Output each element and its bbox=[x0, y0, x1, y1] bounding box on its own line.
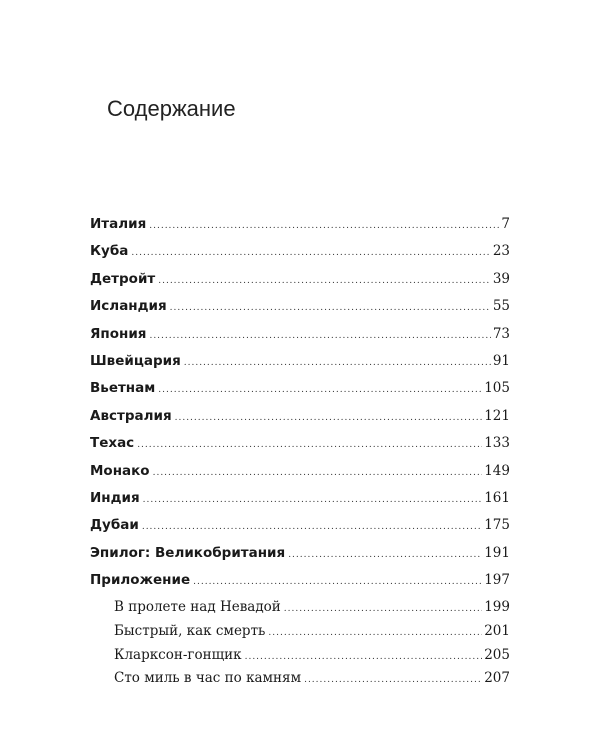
dot-leader bbox=[131, 245, 490, 261]
toc-entry-label: Япония bbox=[90, 325, 147, 342]
toc-entry-label: Вьетнам bbox=[90, 380, 156, 397]
toc-page-number: 161 bbox=[484, 489, 510, 506]
toc-page-number: 205 bbox=[484, 646, 510, 663]
toc-page-number: 91 bbox=[492, 352, 510, 369]
dot-leader bbox=[158, 382, 482, 398]
toc-entry-label: Австралия bbox=[90, 407, 172, 424]
toc-entry bbox=[90, 216, 510, 243]
dot-leader bbox=[143, 492, 483, 508]
toc-page-number: 201 bbox=[484, 623, 510, 640]
toc-subentry-label: Быстрый, как смерть bbox=[114, 623, 266, 640]
toc-entry bbox=[90, 463, 510, 490]
dot-leader bbox=[158, 273, 491, 289]
dot-leader bbox=[193, 574, 482, 590]
toc-page-number: 105 bbox=[484, 380, 510, 397]
toc-entry bbox=[90, 243, 510, 270]
toc-subentry-label: Кларксон-гонщик bbox=[114, 646, 242, 663]
toc-page-number: 199 bbox=[484, 599, 510, 616]
toc-subentry bbox=[90, 647, 510, 671]
toc-page-number: 207 bbox=[484, 670, 510, 687]
toc-page-number: 121 bbox=[484, 407, 510, 424]
dot-leader bbox=[284, 601, 482, 617]
toc-entry bbox=[90, 298, 510, 325]
toc-entry bbox=[90, 490, 510, 517]
toc-page-number: 197 bbox=[484, 572, 510, 589]
toc-entry-label: Исландия bbox=[90, 298, 167, 315]
toc-entry bbox=[90, 408, 510, 435]
toc-entry bbox=[90, 326, 510, 353]
dot-leader bbox=[288, 547, 482, 563]
toc-page-number: 149 bbox=[484, 462, 510, 479]
toc-entry-label: Дубаи bbox=[90, 517, 139, 534]
toc-entry bbox=[90, 353, 510, 380]
toc-entry-label: Италия bbox=[90, 216, 147, 232]
toc-entry-label: Куба bbox=[90, 243, 129, 260]
toc-entry bbox=[90, 435, 510, 462]
toc-subentry bbox=[90, 599, 510, 623]
toc-entry bbox=[90, 517, 510, 544]
toc-page-number: 175 bbox=[484, 517, 510, 534]
toc-page-number: 39 bbox=[492, 270, 510, 287]
toc-entry-label: Детройт bbox=[90, 270, 156, 287]
toc-entry-label: Техас bbox=[90, 435, 135, 452]
dot-leader bbox=[245, 649, 483, 665]
dot-leader bbox=[304, 672, 482, 688]
dot-leader bbox=[268, 625, 482, 641]
toc-page-number: 191 bbox=[484, 544, 510, 561]
toc-page-number: 73 bbox=[492, 325, 510, 342]
toc-entry-label: Эпилог: Великобритания bbox=[90, 544, 286, 561]
table-of-contents bbox=[90, 216, 510, 694]
page-title: Содержание bbox=[107, 96, 236, 121]
dot-leader bbox=[170, 300, 491, 316]
dot-leader bbox=[184, 355, 491, 371]
toc-entry bbox=[90, 545, 510, 572]
dot-leader bbox=[153, 465, 483, 481]
toc-subentry-label: В пролете над Невадой bbox=[114, 599, 281, 616]
dot-leader bbox=[149, 218, 499, 234]
toc-entry-label: Монако bbox=[90, 462, 150, 479]
toc-entry-label: Индия bbox=[90, 489, 140, 506]
toc-entry bbox=[90, 380, 510, 407]
toc-subentry-label: Сто миль в час по камням bbox=[114, 670, 302, 687]
toc-subentry bbox=[90, 670, 510, 694]
toc-entry bbox=[90, 271, 510, 298]
toc-page-number: 7 bbox=[501, 216, 510, 232]
toc-page-number: 55 bbox=[492, 298, 510, 315]
toc-entry-label: Приложение bbox=[90, 572, 191, 589]
toc-page-number: 23 bbox=[492, 243, 510, 260]
dot-leader bbox=[149, 328, 490, 344]
toc-entry-label: Швейцария bbox=[90, 352, 181, 369]
dot-leader bbox=[175, 410, 483, 426]
dot-leader bbox=[142, 519, 482, 535]
toc-entry bbox=[90, 572, 510, 599]
toc-subentry bbox=[90, 623, 510, 647]
dot-leader bbox=[137, 437, 482, 453]
toc-page-number: 133 bbox=[484, 435, 510, 452]
